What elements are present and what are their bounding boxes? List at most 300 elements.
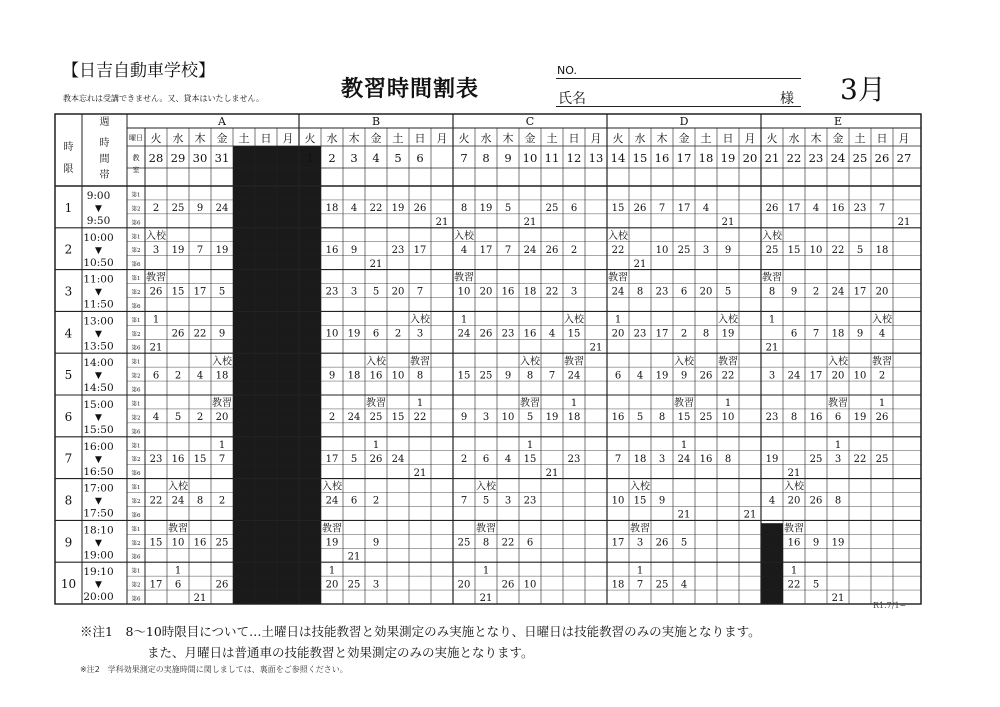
timetable-cell: 26 xyxy=(413,203,427,215)
timetable-cell: 21 xyxy=(479,593,493,605)
timetable-cell: 3 xyxy=(834,453,842,465)
week-label: D xyxy=(679,115,689,128)
timetable-cell: 1 xyxy=(768,314,776,326)
timetable-cell: 4 xyxy=(460,244,468,256)
date-label: 23 xyxy=(808,151,824,165)
timetable-cell: 20 xyxy=(457,579,471,591)
timetable-cell: 9 xyxy=(350,244,358,256)
timetable-cell: 19 xyxy=(325,537,339,549)
timetable-cell: 9 xyxy=(658,495,666,507)
timetable-cell: 2 xyxy=(196,412,204,424)
timetable-cell: 入校 xyxy=(476,481,496,493)
timetable-cell: 4 xyxy=(768,495,776,507)
timetable-cell: 24 xyxy=(215,203,229,215)
room-label: 室 xyxy=(132,166,140,174)
timetable-cell: 9 xyxy=(460,412,468,424)
timetable-cell: 9 xyxy=(856,328,864,340)
timetable-cell: 入校 xyxy=(564,314,584,326)
timetable-cell: 20 xyxy=(479,286,493,298)
timetable-cell: 26 xyxy=(765,203,779,215)
timetable-cell: 入校 xyxy=(212,356,232,368)
timetable-cell: 10 xyxy=(501,412,515,424)
day-label: 土 xyxy=(700,132,712,145)
timetable-cell: 4 xyxy=(548,328,556,340)
timetable-cell: 21 xyxy=(633,258,647,270)
date-label: 24 xyxy=(830,151,846,165)
timetable-cell: 8 xyxy=(482,537,490,549)
period-start-time: 15:00 xyxy=(83,399,114,411)
timetable-cell: 22 xyxy=(149,495,163,507)
timetable-cell: 22 xyxy=(501,537,515,549)
timetable-cell: 8 xyxy=(658,412,666,424)
date-label: 22 xyxy=(786,151,802,165)
timetable-cell: 25 xyxy=(479,370,493,382)
timetable-cell: 1 xyxy=(482,565,490,577)
sub-row-label: 第1 xyxy=(131,359,141,366)
timetable-cell: 21 xyxy=(765,342,779,354)
timetable-cell: 17 xyxy=(677,203,691,215)
timetable-cell: 26 xyxy=(545,244,559,256)
timetable-cell: 24 xyxy=(611,286,625,298)
date-label: 7 xyxy=(460,151,468,165)
timetable-cell: 1 xyxy=(834,439,842,451)
timetable-cell: 教習 xyxy=(762,272,782,284)
timetable-cell: 5 xyxy=(724,286,732,298)
timetable-cell: 2 xyxy=(878,370,886,382)
timetable-cell: 20 xyxy=(875,286,889,298)
day-label: 月 xyxy=(282,132,294,145)
sub-row-label: 第6 xyxy=(131,429,141,436)
timetable-cell: 2 xyxy=(152,203,160,215)
timetable-cell: 26 xyxy=(655,537,669,549)
timetable-cell: 5 xyxy=(372,286,380,298)
timetable-cell: 2 xyxy=(812,286,820,298)
period-number: 7 xyxy=(64,451,73,466)
closed-slot-shade xyxy=(761,523,783,604)
period-end-time: 16:50 xyxy=(83,465,114,478)
sub-row-label: 第6 xyxy=(131,387,141,394)
timetable-cell: 23 xyxy=(501,328,515,340)
date-label: 19 xyxy=(720,151,736,165)
timetable-cell: 23 xyxy=(391,244,405,256)
timetable-cell: 25 xyxy=(655,579,669,591)
timetable-cell: 7 xyxy=(548,370,556,382)
timetable-cell: 10 xyxy=(853,370,867,382)
sub-row-label: 第2 xyxy=(131,206,141,213)
timetable-cell: 10 xyxy=(171,537,185,549)
day-label: 日 xyxy=(260,132,272,145)
timetable-cell: 18 xyxy=(831,328,845,340)
timetable-cell: 7 xyxy=(878,203,886,215)
timetable-cell: 22 xyxy=(787,579,801,591)
timetable-cell: 入校 xyxy=(608,230,628,242)
sub-row-label: 第6 xyxy=(131,345,141,352)
timetable-cell: 1 xyxy=(328,565,336,577)
timetable-cell: 教習 xyxy=(454,272,474,284)
timetable-cell: 20 xyxy=(391,286,405,298)
timetable-cell: 21 xyxy=(743,509,757,521)
timetable-cell: 19 xyxy=(545,412,559,424)
period-arrow: ▼ xyxy=(95,580,102,591)
sub-row-label: 第6 xyxy=(131,554,141,561)
timetable-cell: 17 xyxy=(853,286,867,298)
timetable-cell: 6 xyxy=(790,328,798,340)
timetable-cell: 21 xyxy=(435,217,449,229)
timetable-cell: 2 xyxy=(328,412,336,424)
timetable-cell: 2 xyxy=(174,370,182,382)
timetable-cell: 18 xyxy=(523,286,537,298)
timetable-cell: 8 xyxy=(460,203,468,215)
timetable-cell: 17 xyxy=(611,537,625,549)
timetable-cell: 26 xyxy=(479,328,493,340)
timetable-cell: 15 xyxy=(567,328,581,340)
sub-row-label: 第2 xyxy=(131,248,141,255)
period-end-time: 10:50 xyxy=(83,256,114,269)
period-number: 3 xyxy=(64,284,73,299)
sub-row-label: 第6 xyxy=(131,220,141,227)
timetable-cell: 17 xyxy=(809,370,823,382)
date-label: 14 xyxy=(610,151,626,165)
timetable-cell: 17 xyxy=(193,286,207,298)
period-start-time: 19:10 xyxy=(83,566,114,579)
timetable-cell: 21 xyxy=(787,467,801,479)
timetable-cell: 3 xyxy=(372,579,380,591)
day-label: 水 xyxy=(788,132,800,145)
timetable-cell: 入校 xyxy=(828,356,848,368)
timetable-cell: 24 xyxy=(787,370,801,382)
timetable-cell: 18 xyxy=(215,370,229,382)
sub-row-label: 第1 xyxy=(131,568,141,575)
period-arrow: ▼ xyxy=(95,413,102,423)
date-label: 28 xyxy=(148,151,164,165)
period-end-time: 9:50 xyxy=(86,215,111,227)
timetable-cell: 21 xyxy=(589,342,603,354)
closed-days-shade xyxy=(233,146,299,604)
timetable-cell: 7 xyxy=(460,495,468,507)
date-label: 30 xyxy=(192,151,208,165)
timetable-cell: 17 xyxy=(413,244,427,256)
timetable-cell: 16 xyxy=(369,370,383,382)
timetable-cell: 7 xyxy=(196,244,204,256)
timetable-cell: 教習 xyxy=(366,398,386,410)
timetable-cell: 5 xyxy=(504,203,512,215)
timetable-cell: 25 xyxy=(875,453,889,465)
timetable-cell: 4 xyxy=(680,579,688,591)
timetable-cell: 21 xyxy=(369,258,383,270)
timetable-cell: 16 xyxy=(501,286,515,298)
school-name: 【日吉自動車学校】 xyxy=(62,61,215,81)
date-label: 31 xyxy=(214,151,230,165)
timetable-cell: 20 xyxy=(699,286,713,298)
timetable-cell: 教習 xyxy=(322,523,342,535)
day-label: 金 xyxy=(370,132,382,145)
period-start-time: 16:00 xyxy=(83,440,114,453)
timetable-cell: 6 xyxy=(680,286,688,298)
sub-row-label: 第2 xyxy=(131,582,141,589)
sub-row-label: 第2 xyxy=(131,415,141,422)
sub-row-label: 第1 xyxy=(131,443,141,450)
timetable-cell: 15 xyxy=(193,453,207,465)
timetable-cell: 20 xyxy=(611,328,625,340)
timetable-cell: 3 xyxy=(636,537,644,549)
sub-row-label: 第1 xyxy=(131,192,141,199)
timetable-cell: 3 xyxy=(702,244,710,256)
period-number: 8 xyxy=(64,493,73,508)
timetable-cell: 2 xyxy=(570,244,578,256)
timetable-cell: 2 xyxy=(394,328,402,340)
closed-day-shade xyxy=(299,146,321,604)
timetable-cell: 1 xyxy=(372,439,380,451)
date-label: 12 xyxy=(566,151,582,165)
day-label: 日 xyxy=(568,132,580,145)
day-label: 火 xyxy=(766,132,778,145)
timetable-cell: 6 xyxy=(526,537,534,549)
week-label: C xyxy=(525,115,535,128)
date-label: 9 xyxy=(504,151,512,165)
timetable-cell: 22 xyxy=(193,328,207,340)
timetable-cell: 15 xyxy=(391,412,405,424)
timetable-cell: 7 xyxy=(812,328,820,340)
timetable-cell: 24 xyxy=(523,244,537,256)
period-end-time: 11:50 xyxy=(83,298,114,311)
period-number: 1 xyxy=(64,200,73,215)
period-number: 10 xyxy=(60,577,77,592)
timetable-cell: 18 xyxy=(633,453,647,465)
timetable-cell: 入校 xyxy=(674,356,694,368)
name-label: 氏名 xyxy=(558,91,586,107)
timetable-cell: 20 xyxy=(325,579,339,591)
date-label: 20 xyxy=(742,151,758,165)
timetable-cell: 4 xyxy=(812,203,820,215)
period-start-time: 17:00 xyxy=(83,482,114,495)
timetable-cell: 9 xyxy=(328,370,336,382)
timetable-cell: 15 xyxy=(523,453,537,465)
timetable-cell: 17 xyxy=(655,328,669,340)
timetable-cell: 6 xyxy=(570,203,578,215)
sub-row-label: 第1 xyxy=(131,317,141,324)
timetable-cell: 21 xyxy=(413,467,427,479)
timetable-cell: 16 xyxy=(523,328,537,340)
week-label: E xyxy=(833,115,843,128)
timetable-cell: 16 xyxy=(193,537,207,549)
timetable-cell: 15 xyxy=(457,370,471,382)
day-label: 日 xyxy=(876,132,888,145)
day-label: 月 xyxy=(744,132,756,145)
timetable-cell: 入校 xyxy=(366,356,386,368)
day-label: 金 xyxy=(832,132,844,145)
timetable-cell: 9 xyxy=(724,244,732,256)
day-label: 土 xyxy=(392,132,404,145)
corner-period-label: 限 xyxy=(63,164,74,175)
timetable-cell: 入校 xyxy=(168,481,188,493)
corner-time-label: 間 xyxy=(99,154,110,165)
timetable-cell: 入校 xyxy=(146,230,166,242)
period-start-time: 18:10 xyxy=(83,524,114,537)
timetable-cell: 7 xyxy=(218,453,226,465)
timetable-cell: 26 xyxy=(809,495,823,507)
number-label: NO. xyxy=(557,64,577,77)
timetable-cell: 1 xyxy=(636,565,644,577)
timetable-cell: 25 xyxy=(457,537,471,549)
timetable-cell: 19 xyxy=(831,537,845,549)
timetable-cell: 21 xyxy=(523,217,537,229)
sub-row-label: 第6 xyxy=(131,596,141,603)
timetable-cell: 5 xyxy=(350,453,358,465)
timetable-cell: 4 xyxy=(504,453,512,465)
timetable-cell: 3 xyxy=(658,453,666,465)
timetable-cell: 17 xyxy=(787,203,801,215)
timetable-cell: 25 xyxy=(765,244,779,256)
period-number: 6 xyxy=(64,409,73,424)
timetable-cell: 6 xyxy=(372,328,380,340)
timetable-cell: 7 xyxy=(658,203,666,215)
timetable-cell: 5 xyxy=(482,495,490,507)
timetable-cell: 22 xyxy=(721,370,735,382)
timetable-cell: 教習 xyxy=(520,398,540,410)
timetable-cell: 教習 xyxy=(168,523,188,535)
day-label: 木 xyxy=(810,132,822,145)
timetable-cell: 21 xyxy=(831,593,845,605)
timetable-cell: 25 xyxy=(347,579,361,591)
note-1: ※注1 8～10時限目について…土曜日は技能教習と効果測定のみ実施となり、日曜日は技能教習のみの実施となります。 xyxy=(80,624,761,639)
date-label: 4 xyxy=(372,151,380,165)
timetable-cell: 23 xyxy=(149,453,163,465)
timetable-cell: 5 xyxy=(856,244,864,256)
timetable-cell: 17 xyxy=(149,579,163,591)
timetable-cell: 教習 xyxy=(784,523,804,535)
timetable-cell: 15 xyxy=(633,495,647,507)
timetable-cell: 8 xyxy=(724,453,732,465)
period-end-time: 13:50 xyxy=(83,340,114,353)
date-label: 18 xyxy=(698,151,714,165)
day-label: 金 xyxy=(678,132,690,145)
timetable-cell: 26 xyxy=(369,453,383,465)
timetable-cell: 8 xyxy=(768,286,776,298)
timetable-cell: 1 xyxy=(218,439,226,451)
day-label: 日 xyxy=(414,132,426,145)
timetable-cell: 26 xyxy=(149,286,163,298)
date-label: 15 xyxy=(632,151,648,165)
note-2: ※注2 学科効果測定の実施時間に関しましては、裏面をご参照ください。 xyxy=(80,665,348,674)
period-arrow: ▼ xyxy=(95,287,102,298)
timetable-cell: 8 xyxy=(196,495,204,507)
date-label: 1 xyxy=(306,151,314,165)
timetable-cell: 17 xyxy=(325,453,339,465)
timetable-cell: 10 xyxy=(721,412,735,424)
timetable-cell: 8 xyxy=(702,328,710,340)
timetable-cell: 19 xyxy=(347,328,361,340)
timetable-cell: 教習 xyxy=(872,356,892,368)
timetable-cell: 24 xyxy=(347,412,361,424)
timetable-cell: 6 xyxy=(482,453,490,465)
period-start-time: 9:00 xyxy=(86,190,111,202)
timetable-cell: 5 xyxy=(636,412,644,424)
timetable-cell: 15 xyxy=(171,286,185,298)
day-label: 水 xyxy=(326,132,338,145)
day-label: 土 xyxy=(854,132,866,145)
timetable-cell: 9 xyxy=(372,537,380,549)
timetable-cell: 22 xyxy=(369,203,383,215)
timetable-cell: 1 xyxy=(460,314,468,326)
day-label: 土 xyxy=(546,132,558,145)
date-label: 21 xyxy=(764,151,780,165)
timetable-cell: 24 xyxy=(325,495,339,507)
timetable-cell: 1 xyxy=(680,439,688,451)
timetable-cell: 8 xyxy=(416,370,424,382)
timetable-cell: 16 xyxy=(809,412,823,424)
timetable-cell: 教習 xyxy=(674,398,694,410)
timetable-cell: 26 xyxy=(633,203,647,215)
period-end-time: 14:50 xyxy=(83,382,114,395)
timetable-cell: 19 xyxy=(215,244,229,256)
date-label: 17 xyxy=(676,151,692,165)
timetable-cell: 教習 xyxy=(564,356,584,368)
timetable-cell: 18 xyxy=(611,579,625,591)
timetable-cell: 21 xyxy=(545,467,559,479)
timetable-cell: 16 xyxy=(699,453,713,465)
timetable-cell: 3 xyxy=(504,495,512,507)
timetable-cell: 21 xyxy=(193,593,207,605)
date-label: 13 xyxy=(588,151,604,165)
timetable-cell: 入校 xyxy=(322,481,342,493)
timetable-cell: 入校 xyxy=(520,356,540,368)
timetable-cell: 23 xyxy=(567,453,581,465)
timetable-cell: 24 xyxy=(391,453,405,465)
date-label: 6 xyxy=(416,151,424,165)
timetable-cell: 8 xyxy=(834,495,842,507)
timetable-cell: 3 xyxy=(482,412,490,424)
timetable-cell: 19 xyxy=(721,328,735,340)
period-arrow: ▼ xyxy=(95,329,102,340)
timetable-cell: 3 xyxy=(416,328,424,340)
timetable-cell: 19 xyxy=(655,370,669,382)
timetable-cell: 25 xyxy=(369,412,383,424)
timetable-cell: 6 xyxy=(152,370,160,382)
date-label: 26 xyxy=(874,151,890,165)
timetable-cell: 26 xyxy=(501,579,515,591)
timetable-cell: 23 xyxy=(325,286,339,298)
timetable-cell: 1 xyxy=(790,565,798,577)
timetable-cell: 16 xyxy=(325,244,339,256)
timetable-cell: 16 xyxy=(787,537,801,549)
sub-row-label: 第2 xyxy=(131,457,141,464)
period-start-time: 11:00 xyxy=(83,273,114,286)
corner-time-label: 時 xyxy=(99,138,110,149)
date-label: 10 xyxy=(522,151,538,165)
period-start-time: 14:00 xyxy=(83,357,114,370)
timetable-cell: 21 xyxy=(677,509,691,521)
timetable-cell: 19 xyxy=(479,203,493,215)
timetable-cell: 23 xyxy=(765,412,779,424)
timetable-cell: 10 xyxy=(655,244,669,256)
timetable-cell: 15 xyxy=(611,203,625,215)
timetable-cell: 18 xyxy=(347,370,361,382)
period-start-time: 13:00 xyxy=(83,315,114,328)
day-label: 火 xyxy=(304,132,316,145)
sub-row-label: 第1 xyxy=(131,401,141,408)
timetable-cell: 2 xyxy=(372,495,380,507)
sub-row-label: 第6 xyxy=(131,512,141,519)
timetable-cell: 21 xyxy=(897,217,911,229)
timetable-cell: 19 xyxy=(171,244,185,256)
timetable-cell: 25 xyxy=(215,537,229,549)
timetable-cell: 7 xyxy=(636,579,644,591)
day-label: 金 xyxy=(216,132,228,145)
timetable-cell: 9 xyxy=(504,370,512,382)
day-label: 月 xyxy=(436,132,448,145)
timetable-cell: 7 xyxy=(504,244,512,256)
timetable-cell: 22 xyxy=(831,244,845,256)
